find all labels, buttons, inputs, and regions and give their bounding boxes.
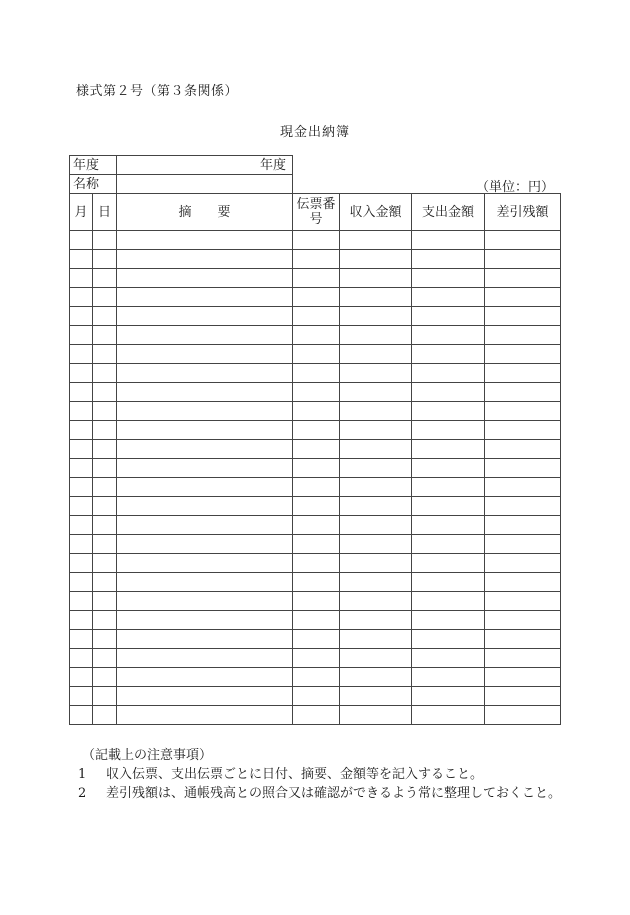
day-cell[interactable] [93,459,117,478]
slip-number-cell[interactable] [293,269,340,288]
day-cell[interactable] [93,611,117,630]
slip-number-cell[interactable] [293,611,340,630]
balance-cell[interactable] [485,706,561,725]
slip-number-cell[interactable] [293,478,340,497]
balance-cell[interactable] [485,630,561,649]
ledger-row [70,535,561,554]
ledger-row [70,364,561,383]
slip-number-cell[interactable] [293,383,340,402]
day-cell[interactable] [93,307,117,326]
month-cell[interactable] [70,250,93,269]
note-number: 2 [78,786,87,801]
expense-cell[interactable] [412,630,485,649]
ledger-row [70,231,561,250]
slip-number-cell[interactable] [293,516,340,535]
expense-cell[interactable] [412,459,485,478]
ledger-row [70,269,561,288]
balance-cell[interactable] [485,383,561,402]
month-cell[interactable] [70,459,93,478]
summary-cell[interactable] [117,554,293,573]
day-cell[interactable] [93,706,117,725]
balance-cell[interactable] [485,231,561,250]
expense-cell[interactable] [412,478,485,497]
summary-cell[interactable] [117,440,293,459]
day-cell[interactable] [93,383,117,402]
balance-cell[interactable] [485,288,561,307]
expense-cell[interactable] [412,535,485,554]
income-cell[interactable] [340,288,412,307]
summary-cell[interactable] [117,269,293,288]
summary-cell[interactable] [117,307,293,326]
month-cell[interactable] [70,592,93,611]
note-text: 差引残額は、通帳残高との照合又は確認ができるよう常に整理しておくこと。 [106,786,562,801]
summary-cell[interactable] [117,459,293,478]
month-cell[interactable] [70,288,93,307]
ledger-row [70,649,561,668]
unit-label: （単位：円） [476,180,555,195]
month-cell[interactable] [70,554,93,573]
summary-cell[interactable] [117,364,293,383]
summary-cell[interactable] [117,231,293,250]
balance-cell[interactable] [485,478,561,497]
slip-number-cell[interactable] [293,288,340,307]
expense-cell[interactable] [412,440,485,459]
summary-cell[interactable] [117,535,293,554]
income-cell[interactable] [340,364,412,383]
ledger-row [70,383,561,402]
slip-number-cell[interactable] [293,630,340,649]
income-cell[interactable] [340,668,412,687]
note-number: 1 [78,767,87,782]
day-cell[interactable] [93,497,117,516]
day-cell[interactable] [93,478,117,497]
day-cell[interactable] [93,345,117,364]
ledger-row [70,611,561,630]
expense-cell[interactable] [412,516,485,535]
expense-cell[interactable] [412,497,485,516]
notes-section [78,746,578,803]
expense-cell[interactable] [412,687,485,706]
slip-number-cell[interactable] [293,573,340,592]
summary-cell[interactable] [117,630,293,649]
month-cell[interactable] [70,611,93,630]
income-cell[interactable] [340,497,412,516]
expense-cell[interactable] [412,402,485,421]
ledger-row [70,421,561,440]
day-cell[interactable] [93,535,117,554]
day-cell[interactable] [93,573,117,592]
balance-cell[interactable] [485,535,561,554]
summary-cell[interactable] [117,687,293,706]
income-cell[interactable] [340,459,412,478]
ledger-row [70,459,561,478]
day-cell[interactable] [93,516,117,535]
column-header-summary: 摘 要 [117,194,293,231]
slip-number-cell[interactable] [293,421,340,440]
day-cell[interactable] [93,269,117,288]
summary-cell[interactable] [117,250,293,269]
income-cell[interactable] [340,307,412,326]
day-cell[interactable] [93,554,117,573]
income-cell[interactable] [340,440,412,459]
cash-ledger-table [69,155,561,725]
expense-cell[interactable] [412,269,485,288]
month-cell[interactable] [70,231,93,250]
balance-cell[interactable] [485,402,561,421]
income-cell[interactable] [340,535,412,554]
month-cell[interactable] [70,668,93,687]
ledger-row [70,668,561,687]
expense-cell[interactable] [412,592,485,611]
month-cell[interactable] [70,687,93,706]
column-header-month: 月 [70,194,93,231]
day-cell[interactable] [93,231,117,250]
month-cell[interactable] [70,478,93,497]
balance-cell[interactable] [485,326,561,345]
balance-cell[interactable] [485,592,561,611]
day-cell[interactable] [93,440,117,459]
income-cell[interactable] [340,231,412,250]
summary-cell[interactable] [117,592,293,611]
ledger-row [70,592,561,611]
column-header-income: 収入金額 [340,194,412,231]
balance-cell[interactable] [485,307,561,326]
balance-cell[interactable] [485,440,561,459]
expense-cell[interactable] [412,706,485,725]
summary-cell[interactable] [117,345,293,364]
note-text: 収入伝票、支出伝票ごとに日付、摘要、金額等を記入すること。 [106,767,484,782]
name-label: 名称 [70,175,117,194]
summary-cell[interactable] [117,706,293,725]
ledger-row [70,516,561,535]
income-cell[interactable] [340,383,412,402]
day-cell[interactable] [93,649,117,668]
expense-cell[interactable] [412,611,485,630]
summary-cell[interactable] [117,402,293,421]
slip-number-cell[interactable] [293,231,340,250]
balance-cell[interactable] [485,611,561,630]
fiscal-year-label: 年度 [70,156,117,175]
slip-number-cell[interactable] [293,706,340,725]
ledger-row [70,288,561,307]
month-cell[interactable] [70,649,93,668]
balance-cell[interactable] [485,497,561,516]
day-cell[interactable] [93,687,117,706]
slip-number-cell[interactable] [293,345,340,364]
balance-cell[interactable] [485,573,561,592]
expense-cell[interactable] [412,326,485,345]
income-cell[interactable] [340,478,412,497]
form-number-label: 様式第２号（第３条関係） [76,84,239,99]
slip-number-cell[interactable] [293,250,340,269]
expense-cell[interactable] [412,421,485,440]
month-cell[interactable] [70,706,93,725]
column-header-day: 日 [93,194,117,231]
expense-cell[interactable] [412,573,485,592]
ledger-row [70,630,561,649]
income-cell[interactable] [340,421,412,440]
balance-cell[interactable] [485,649,561,668]
summary-cell[interactable] [117,516,293,535]
slip-number-cell[interactable] [293,649,340,668]
expense-cell[interactable] [412,307,485,326]
month-cell[interactable] [70,516,93,535]
ledger-row [70,307,561,326]
month-cell[interactable] [70,440,93,459]
slip-number-cell[interactable] [293,440,340,459]
name-row [70,175,561,194]
ledger-row [70,402,561,421]
expense-cell[interactable] [412,364,485,383]
income-cell[interactable] [340,630,412,649]
ledger-row [70,478,561,497]
slip-number-cell[interactable] [293,592,340,611]
summary-cell[interactable] [117,573,293,592]
fiscal-year-field[interactable]: 年度 [117,156,293,175]
balance-cell[interactable] [485,421,561,440]
month-cell[interactable] [70,326,93,345]
income-cell[interactable] [340,269,412,288]
fiscal-year-row [70,156,561,175]
income-cell[interactable] [340,706,412,725]
balance-cell[interactable] [485,516,561,535]
slip-number-cell[interactable] [293,687,340,706]
month-cell[interactable] [70,364,93,383]
expense-cell[interactable] [412,554,485,573]
document-title: 現金出納簿 [279,125,350,140]
note-item [78,784,578,803]
summary-cell[interactable] [117,288,293,307]
income-cell[interactable] [340,402,412,421]
balance-cell[interactable] [485,345,561,364]
day-cell[interactable] [93,364,117,383]
day-cell[interactable] [93,421,117,440]
slip-number-cell[interactable] [293,459,340,478]
expense-cell[interactable] [412,668,485,687]
slip-number-cell[interactable] [293,535,340,554]
expense-cell[interactable] [412,345,485,364]
slip-number-cell[interactable] [293,402,340,421]
income-cell[interactable] [340,554,412,573]
column-header-row [70,194,561,231]
income-cell[interactable] [340,326,412,345]
ledger-row [70,497,561,516]
summary-cell[interactable] [117,383,293,402]
income-cell[interactable] [340,516,412,535]
summary-cell[interactable] [117,649,293,668]
day-cell[interactable] [93,326,117,345]
slip-number-cell[interactable] [293,364,340,383]
notes-heading: （記載上の注意事項） [82,748,213,763]
name-field[interactable] [117,175,293,194]
month-cell[interactable] [70,421,93,440]
column-header-expense: 支出金額 [412,194,485,231]
balance-cell[interactable] [485,269,561,288]
ledger-row [70,687,561,706]
ledger-row [70,573,561,592]
balance-cell[interactable] [485,364,561,383]
expense-cell[interactable] [412,231,485,250]
day-cell[interactable] [93,592,117,611]
balance-cell[interactable] [485,668,561,687]
day-cell[interactable] [93,630,117,649]
month-cell[interactable] [70,402,93,421]
expense-cell[interactable] [412,288,485,307]
balance-cell[interactable] [485,554,561,573]
month-cell[interactable] [70,307,93,326]
expense-cell[interactable] [412,250,485,269]
day-cell[interactable] [93,402,117,421]
month-cell[interactable] [70,535,93,554]
summary-cell[interactable] [117,497,293,516]
income-cell[interactable] [340,573,412,592]
income-cell[interactable] [340,649,412,668]
balance-cell[interactable] [485,250,561,269]
slip-number-cell[interactable] [293,326,340,345]
income-cell[interactable] [340,592,412,611]
balance-cell[interactable] [485,687,561,706]
balance-cell[interactable] [485,459,561,478]
month-cell[interactable] [70,630,93,649]
month-cell[interactable] [70,345,93,364]
ledger-row [70,326,561,345]
summary-cell[interactable] [117,668,293,687]
month-cell[interactable] [70,269,93,288]
slip-number-cell[interactable] [293,668,340,687]
ledger-row [70,345,561,364]
month-cell[interactable] [70,497,93,516]
slip-number-cell[interactable] [293,554,340,573]
expense-cell[interactable] [412,649,485,668]
income-cell[interactable] [340,687,412,706]
ledger-row [70,554,561,573]
slip-number-cell[interactable] [293,497,340,516]
income-cell[interactable] [340,611,412,630]
ledger-row [70,440,561,459]
ledger-row [70,250,561,269]
note-item [78,765,578,784]
expense-cell[interactable] [412,383,485,402]
column-header-slip-number: 伝票番号 [293,194,340,231]
summary-cell[interactable] [117,421,293,440]
slip-number-cell[interactable] [293,307,340,326]
day-cell[interactable] [93,668,117,687]
summary-cell[interactable] [117,611,293,630]
summary-cell[interactable] [117,478,293,497]
income-cell[interactable] [340,345,412,364]
column-header-balance: 差引残額 [485,194,561,231]
summary-cell[interactable] [117,326,293,345]
day-cell[interactable] [93,288,117,307]
ledger-row [70,706,561,725]
income-cell[interactable] [340,250,412,269]
day-cell[interactable] [93,250,117,269]
month-cell[interactable] [70,383,93,402]
month-cell[interactable] [70,573,93,592]
